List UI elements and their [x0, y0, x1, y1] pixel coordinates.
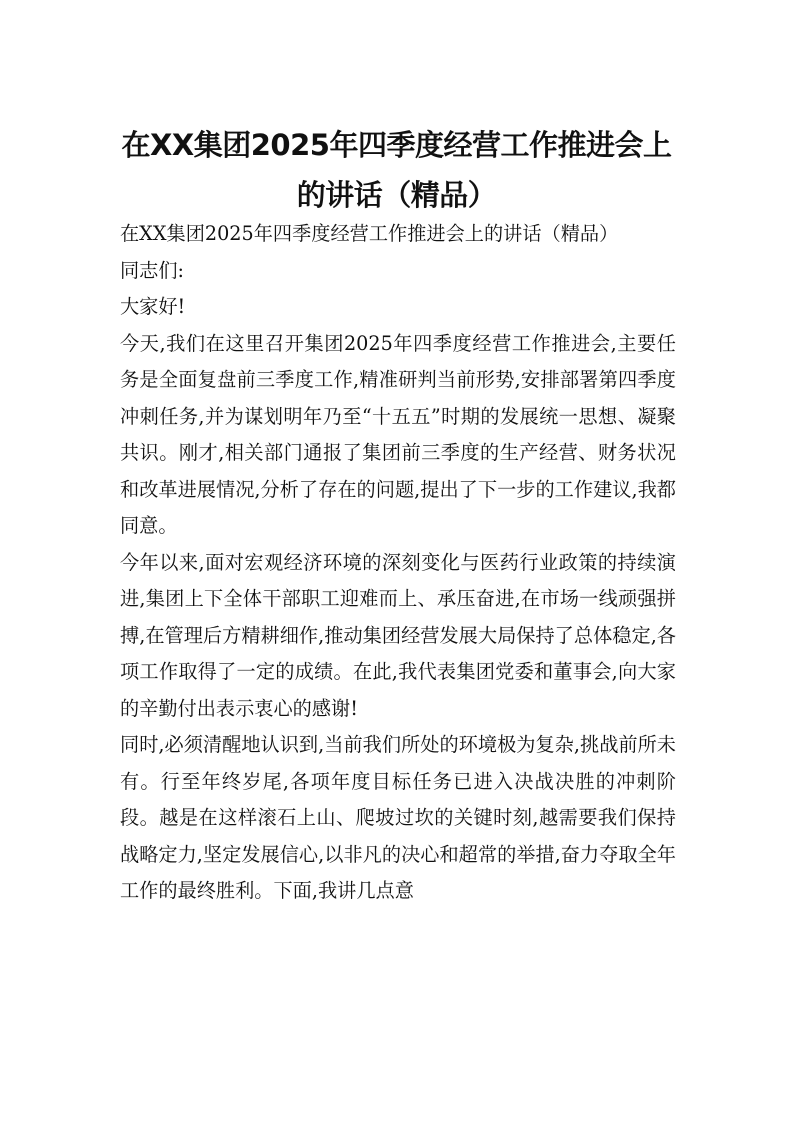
title-line-2: 的讲话（精品）: [296, 178, 497, 212]
body-paragraph: 同时,必须清醒地认识到,当前我们所处的环境极为复杂,挑战前所未有。行至年终岁尾,各项年度目标任务已进入决战决胜的冲刺阶段。越是在这样滚石上山、爬坡过坎的关键时刻,越需要我们保持战略定力,坚定发展信心,以非凡的决心和超常的举措,奋力夺取全年工作的最终胜利。下面,我讲几点意: [120, 733, 676, 902]
document-title: [100, 120, 693, 220]
salutation: 同志们:: [120, 258, 185, 282]
title-line-1: 在XX集团2025年四季度经营工作推进会上: [121, 128, 672, 162]
document-body: [120, 216, 676, 910]
body-paragraph: 今天,我们在这里召开集团2025年四季度经营工作推进会,主要任务是全面复盘前三季度工作,精准研判当前形势,安排部署第四季度冲刺任务,并为谋划明年乃至“十五五”时期的发展统一思想、凝聚共识。刚才,相关部门通报了集团前三季度的生产经营、财务状况和改革进展情况,分析了存在的问题,提出了下一步的工作建议,我都同意。: [120, 331, 676, 537]
body-paragraph: 今年以来,面对宏观经济环境的深刻变化与医药行业政策的持续演进,集团上下全体干部职工迎难而上、承压奋进,在市场一线顽强拼搏,在管理后方精耕细作,推动集团经营发展大局保持了总体稳定,各项工作取得了一定的成绩。在此,我代表集团党委和董事会,向大家的辛勤付出表示衷心的感谢!: [120, 550, 676, 720]
subtitle-paragraph: 在XX集团2025年四季度经营工作推进会上的讲话（精品）: [120, 222, 619, 245]
greeting: 大家好!: [120, 295, 186, 318]
